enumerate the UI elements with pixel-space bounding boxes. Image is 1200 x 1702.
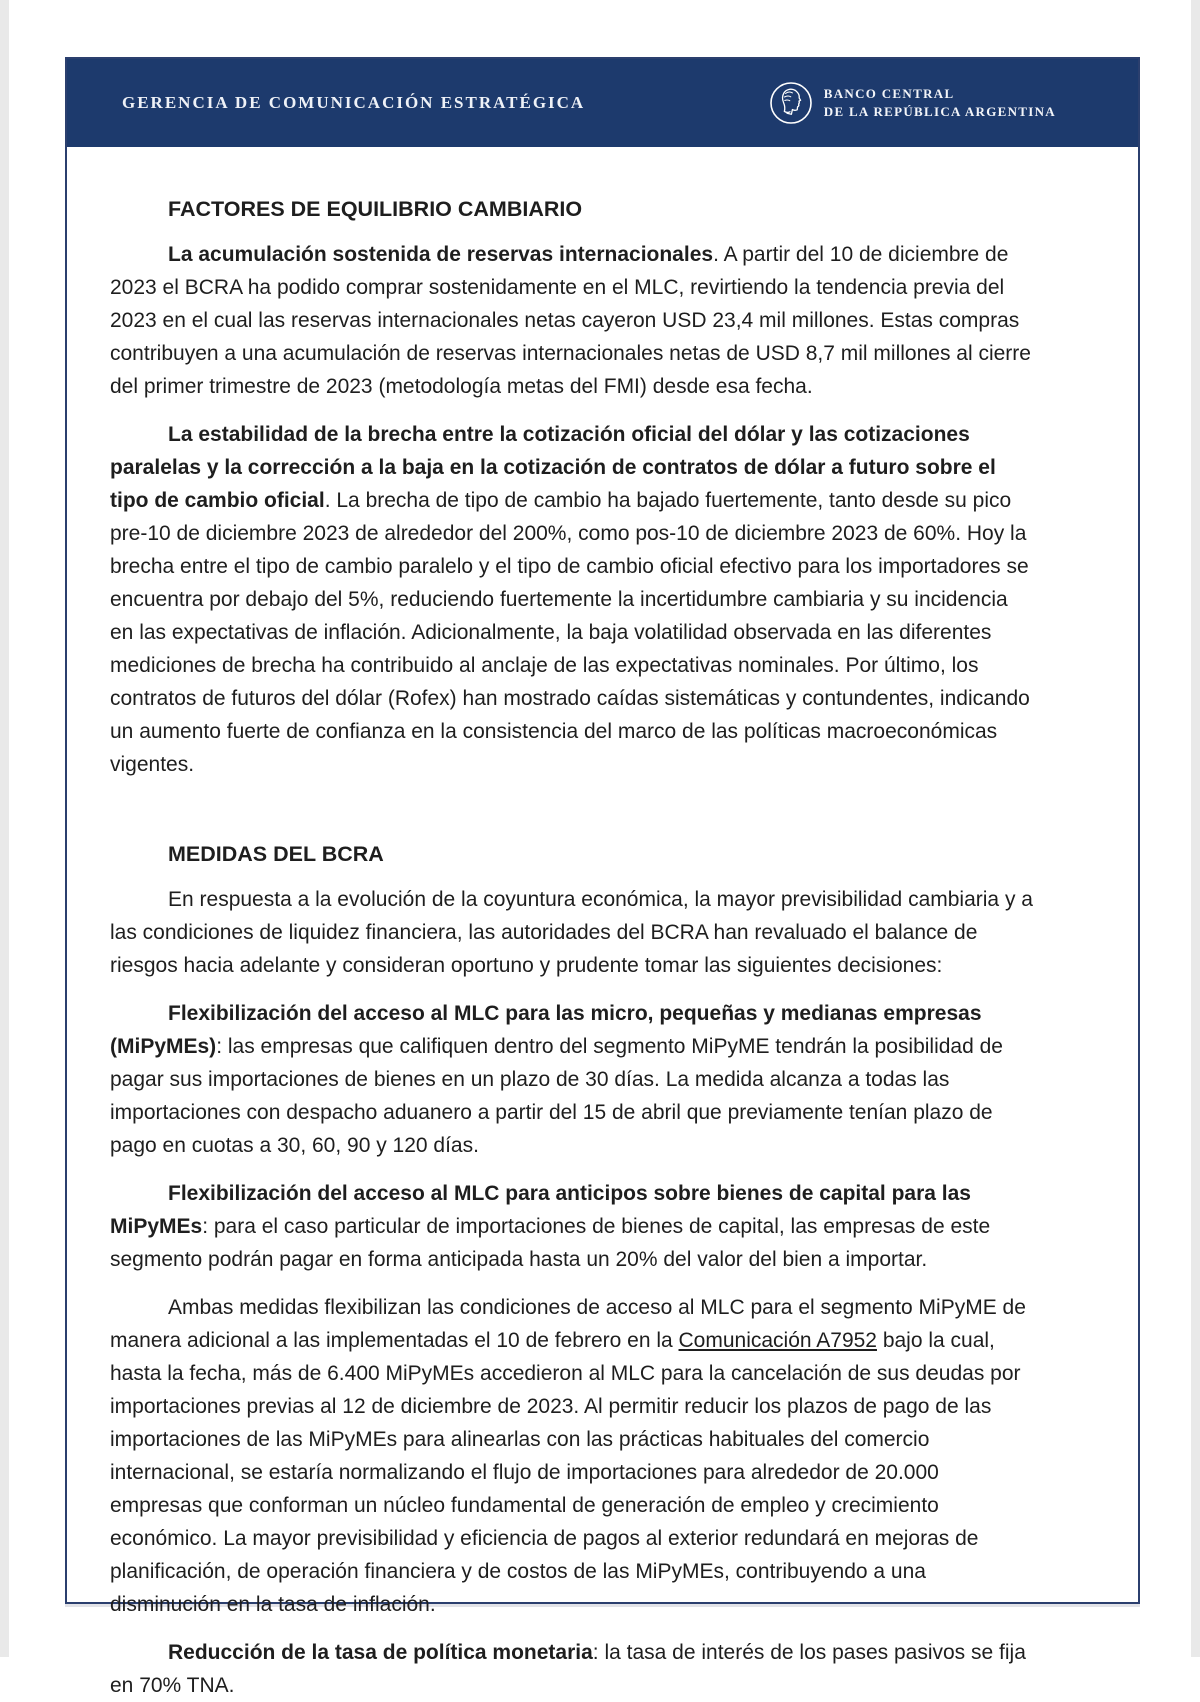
document-body — [67, 147, 1138, 1702]
text-run: Ambas medidas flexibilizan las condiciones de acceso al MLC para el segmento MiPyME de manera adicional a las implementadas el 10 de febrero en la — [110, 1296, 1026, 1352]
right-edge-strip — [1191, 0, 1200, 1657]
section-heading: MEDIDAS DEL BCRA — [168, 842, 384, 866]
text-run: En respuesta a la evolución de la coyuntura económica, la mayor previsibilidad cambiaria y a las condiciones de liquidez financiera, las autoridades del BCRA han revaluado el balance de riesgos hacia adelante y consideran oportuno y prudente tomar las siguientes decisiones: — [110, 888, 1033, 977]
text-run: bajo la cual, hasta la fecha, más de 6.400 MiPyMEs accedieron al MLC para la cancelación de sus deudas por importaciones previas al 12 de diciembre de 2023. Al permitir reducir los plazos de pago de las importaciones de las MiPyMEs para alinearlas con las prácticas habituales del comercio internacional, se estaría normalizando el flujo de importaciones para alrededor de 20.000 empresas que conforman un núcleo fundamental de generación de empleo y crecimiento económico. La mayor previsibilidad y eficiencia de pagos al exterior redundará en mejoras de planificación, de operación financiera y de costos de las MiPyMEs, contribuyendo a una disminución en la tasa de inflación. — [110, 1329, 1021, 1616]
bold-lead-text: La acumulación sostenida de reservas internacionales — [168, 243, 714, 266]
text-run: : las empresas que califiquen dentro del segmento MiPyME tendrán la posibilidad de pagar sus importaciones de bienes en un plazo de 30 días. La medida alcanza a todas las importaciones con despacho aduanero a partir del 15 de abril que previamente tenían plazo de pago en cuotas a 30, 60, 90 y 120 días. — [110, 1035, 1003, 1157]
paragraph — [110, 418, 1035, 781]
left-edge-strip — [0, 0, 9, 1657]
paragraph — [110, 1636, 1035, 1702]
text-run: . La brecha de tipo de cambio ha bajado fuertemente, tanto desde su pico pre-10 de diciembre 2023 de alrededor del 200%, como pos-10 de diciembre 2023 de 60%. Hoy la brecha entre el tipo de cambio paralelo y el tipo de cambio oficial efectivo para los importadores se encuentra por debajo del 5%, reduciendo fuertemente la incertidumbre cambiaria y su incidencia en las expectativas de inflación. Adicionalmente, la baja volatilidad observada en las diferentes mediciones de brecha ha contribuido al anclaje de las expectativas nominales. Por último, los contratos de futuros del dólar (Rofex) han mostrado caídas sistemáticas y contundentes, indicando un aumento fuerte de confianza en la consistencia del marco de las políticas macroeconómicas vigentes. — [110, 489, 1030, 776]
link-comunicacion-a7952[interactable]: Comunicación A7952 — [678, 1329, 877, 1352]
paragraph — [110, 1291, 1035, 1621]
paragraph — [110, 1177, 1035, 1276]
text-run: : la tasa de interés de los pases pasivos se fija en 70% TNA. — [110, 1641, 1026, 1697]
bold-lead-text: Reducción de la tasa de política monetaria — [168, 1641, 593, 1664]
text-run: . A partir del 10 de diciembre de 2023 el BCRA ha podido comprar sostenidamente en el MLC, revirtiendo la tendencia previa del 2023 en el cual las reservas internacionales netas cayeron USD 23,4 mil millones. Estas compras contribuyen a una acumulación de reservas internacionales netas de USD 8,7 mil millones al cierre del primer trimestre de 2023 (metodología metas del FMI) desde esa fecha. — [110, 243, 1031, 398]
liberty-head-icon — [769, 81, 813, 125]
header-title: GERENCIA DE COMUNICACIÓN ESTRATÉGICA — [122, 93, 586, 112]
bcra-logo — [769, 81, 1056, 125]
document-header — [67, 59, 1138, 147]
section-heading: FACTORES DE EQUILIBRIO CAMBIARIO — [168, 197, 583, 221]
paragraph — [110, 883, 1035, 982]
paragraph — [110, 997, 1035, 1162]
bold-lead-text: Flexibilización del acceso al MLC para anticipos sobre bienes de capital para las MiPyMEs — [110, 1182, 971, 1238]
logo-line1: BANCO CENTRAL — [823, 85, 955, 101]
paragraph — [110, 238, 1035, 403]
text-run: : para el caso particular de importaciones de bienes de capital, las empresas de este segmento podrán pagar en forma anticipada hasta un 20% del valor del bien a importar. — [110, 1215, 991, 1271]
bold-lead-text: Flexibilización del acceso al MLC para las micro, pequeñas y medianas empresas (MiPyMEs) — [110, 1002, 982, 1058]
logo-text — [824, 85, 1056, 122]
document-page — [65, 57, 1140, 1697]
logo-line2: DE LA REPÚBLICA ARGENTINA — [823, 104, 1056, 119]
bold-lead-text: La estabilidad de la brecha entre la cotización oficial del dólar y las cotizaciones paralelas y la corrección a la baja en la cotización de contratos de dólar a futuro sobre el tipo de cambio oficial — [110, 423, 996, 512]
